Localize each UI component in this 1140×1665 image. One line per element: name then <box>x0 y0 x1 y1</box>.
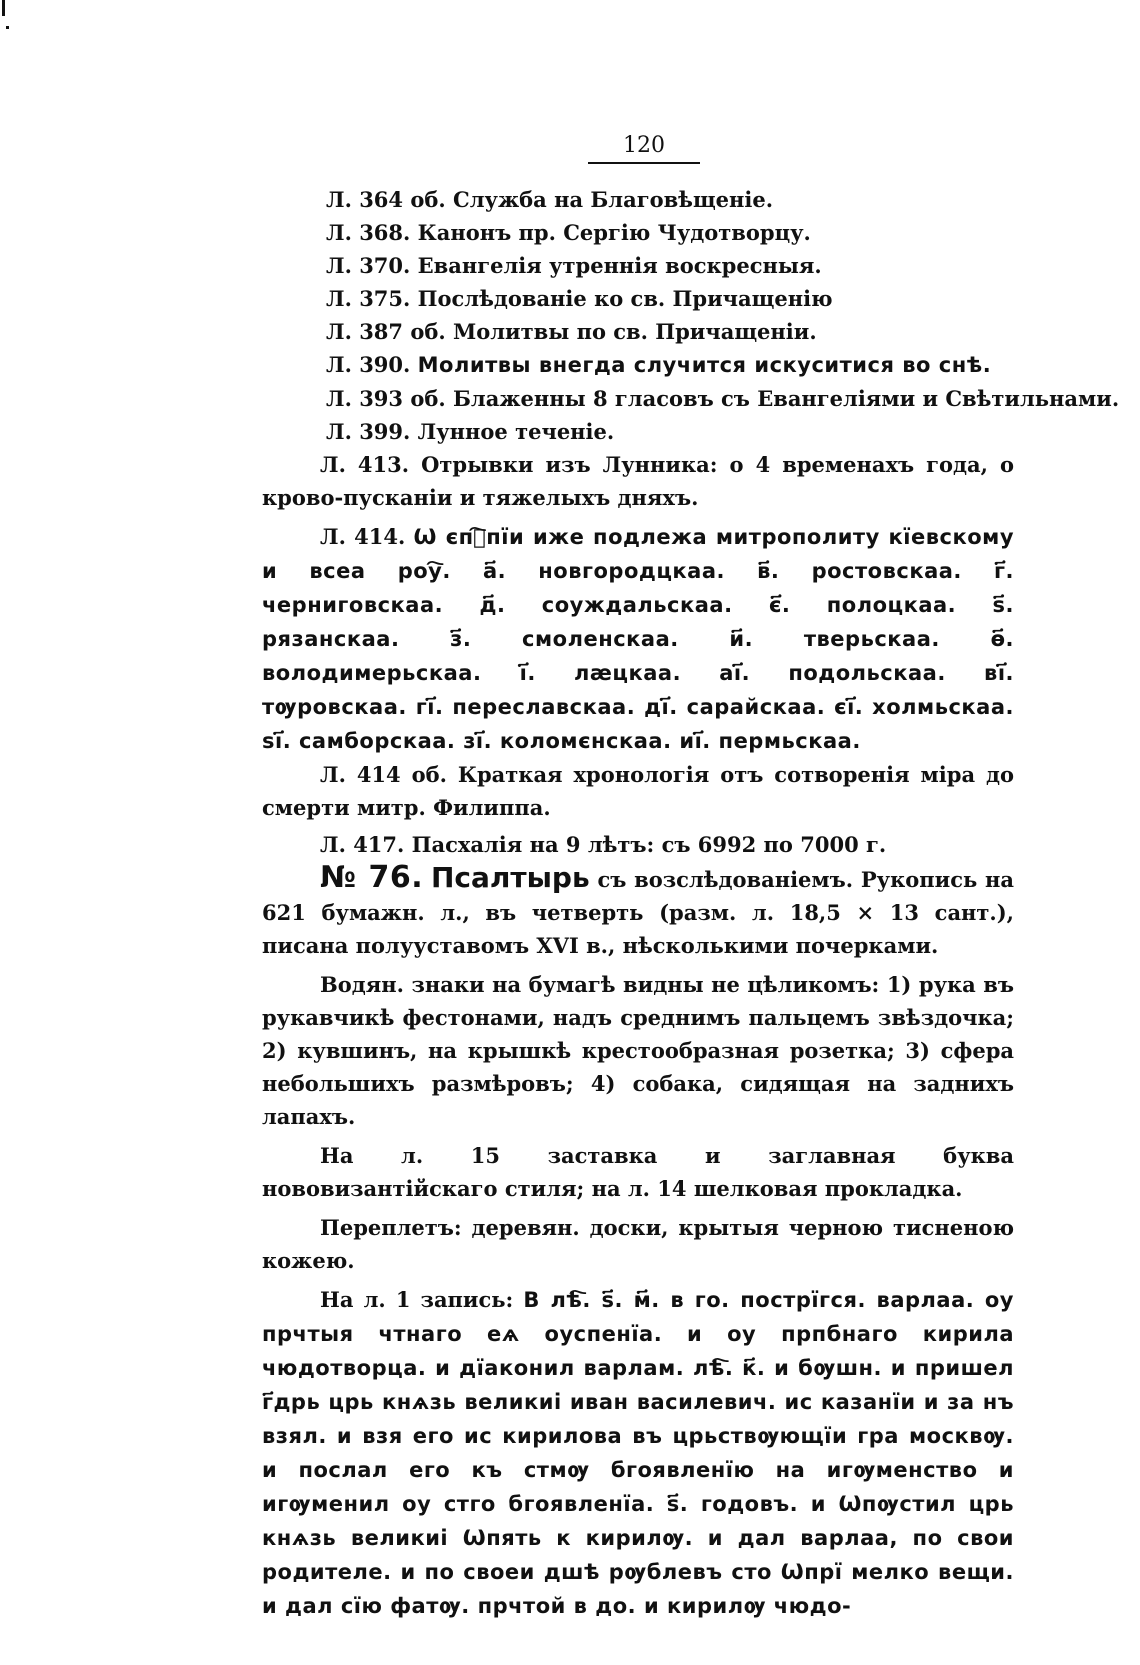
folio-list <box>326 183 1120 448</box>
decoration-paragraph: На л. 15 заставка и заглавная буква нововизантійскаго стиля; на л. 14 шелковая прокладка. <box>262 1143 1014 1201</box>
entry-417: Л. 417. Пасхалія на 9 лѣтъ: съ 6992 по 7000 г. <box>320 832 887 857</box>
page-body <box>262 183 1120 1623</box>
scan-edge-mark <box>2 0 5 16</box>
entry-393: Л. 393 об. Блаженны 8 гласовъ съ Евангеліями и Свѣтильнами. <box>326 386 1120 411</box>
entry-413: Л. 413. Отрывки изъ Лунника: о 4 временахъ года, о крово-пусканіи и тяжелыхъ дняхъ. <box>262 452 1014 510</box>
scan-speck <box>6 26 9 29</box>
watermarks-paragraph: Водян. знаки на бумагѣ видны не цѣликомъ: 1) рука въ рукавчикѣ фестонами, надъ среднимъ пальцемъ звѣздочка; 2) кувшинъ, на крышкѣ крестообразная розетка; 3) сфера небольшихъ размѣровъ; 4) собака, сидящая на заднихъ лапахъ. <box>262 972 1014 1129</box>
inscription-prefix: На л. 1 запись: <box>320 1287 514 1312</box>
inscription-slavonic: В лѣ҇. ѕ҃. м҃. в го. пострїгся. варлаа. оу прчтыя чтнаго еѧ оуспенїа. и оу прпбнаго кирила чюдотворца. и дїаконил варлам. лѣ҇. к҃. и бѹшн. и пришел г҃дрь црь кнѧзь великиі иван василевич. ис казанїи и за нъ взял. и взя его ис кирилова въ црьствѹющїи гра москвѹ. и послал его къ стмѹ бгоявленїю на игѹменство и игѹменил оу стго бгоявленїа. ѕ҃. годовъ. и Ѡпѹстил црь кнѧзь великиі Ѡпять к кирилѹ. и дал варлаа, по свои родителе. и по своеи дшѣ рѹблевъ сто Ѡпрї мелко вещи. и дал сїю фатѹ. прчтой в до. и кирилѹ чюдо- <box>262 1288 1014 1618</box>
binding-paragraph: Переплетъ: деревян. доски, крытыя черною тисненою кожею. <box>262 1215 1014 1273</box>
inscription-paragraph <box>262 1283 1014 1623</box>
entry-414 <box>262 520 1014 758</box>
entry-364: Л. 364 об. Служба на Благовѣщеніе. <box>326 187 774 212</box>
entry-414-slavonic: Ѡ єпⷭ҇пїи иже подлежа митрополиту кїевскому и всеа роу҇. а҃. новгородцкаа. в҃. ростовскаа. г҃. черниговскаа. д҃. соуждальскаа. є҃. полоцкаа. ѕ҃. рязанскаа. з҃. смоленскаа. и҃. тверьскаа. ѳ҃. володимерьскаа. і҃. лӕцкаа. аі҃. подольскаа. ві҃. тѹровскаа. гі҃. переславскаа. ді҃. сарайскаа. єі҃. холмьскаа. ѕі҃. самборскаа. зі҃. коломєнскаа. иі҃. пермьскаа. <box>262 525 1015 753</box>
entry-390-prefix: Л. 390. <box>326 352 411 377</box>
page-number: 120 <box>588 133 700 164</box>
entry-414-prefix: Л. 414. <box>320 524 406 549</box>
entry-370: Л. 370. Евангелія утреннія воскресныя. <box>326 253 822 278</box>
manuscript-76 <box>262 861 1014 962</box>
entry-390-slavonic: Молитвы внегда случится искуситися во снѣ. <box>417 353 992 377</box>
entry-375: Л. 375. Послѣдованіе ко св. Причащенію <box>326 286 833 311</box>
manuscript-title: Псалтырь <box>430 861 590 894</box>
entry-414-ob: Л. 414 об. Краткая хронологія отъ сотворенія міра до смерти митр. Филиппа. <box>262 762 1014 820</box>
manuscript-description: съ возслѣдованіемъ. Рукопись на 621 бумажн. л., въ четверть (разм. л. 18,5 × 13 сант.), писана полууставомъ XVI в., нѣсколькими почерками. <box>262 867 1015 958</box>
entry-368: Л. 368. Канонъ пр. Сергію Чудотворцу. <box>326 220 811 245</box>
entry-390 <box>326 348 1014 382</box>
entry-387: Л. 387 об. Молитвы по св. Причащеніи. <box>326 319 817 344</box>
manuscript-number: № 76. <box>320 860 424 895</box>
entry-399: Л. 399. Лунное теченіе. <box>326 419 615 444</box>
